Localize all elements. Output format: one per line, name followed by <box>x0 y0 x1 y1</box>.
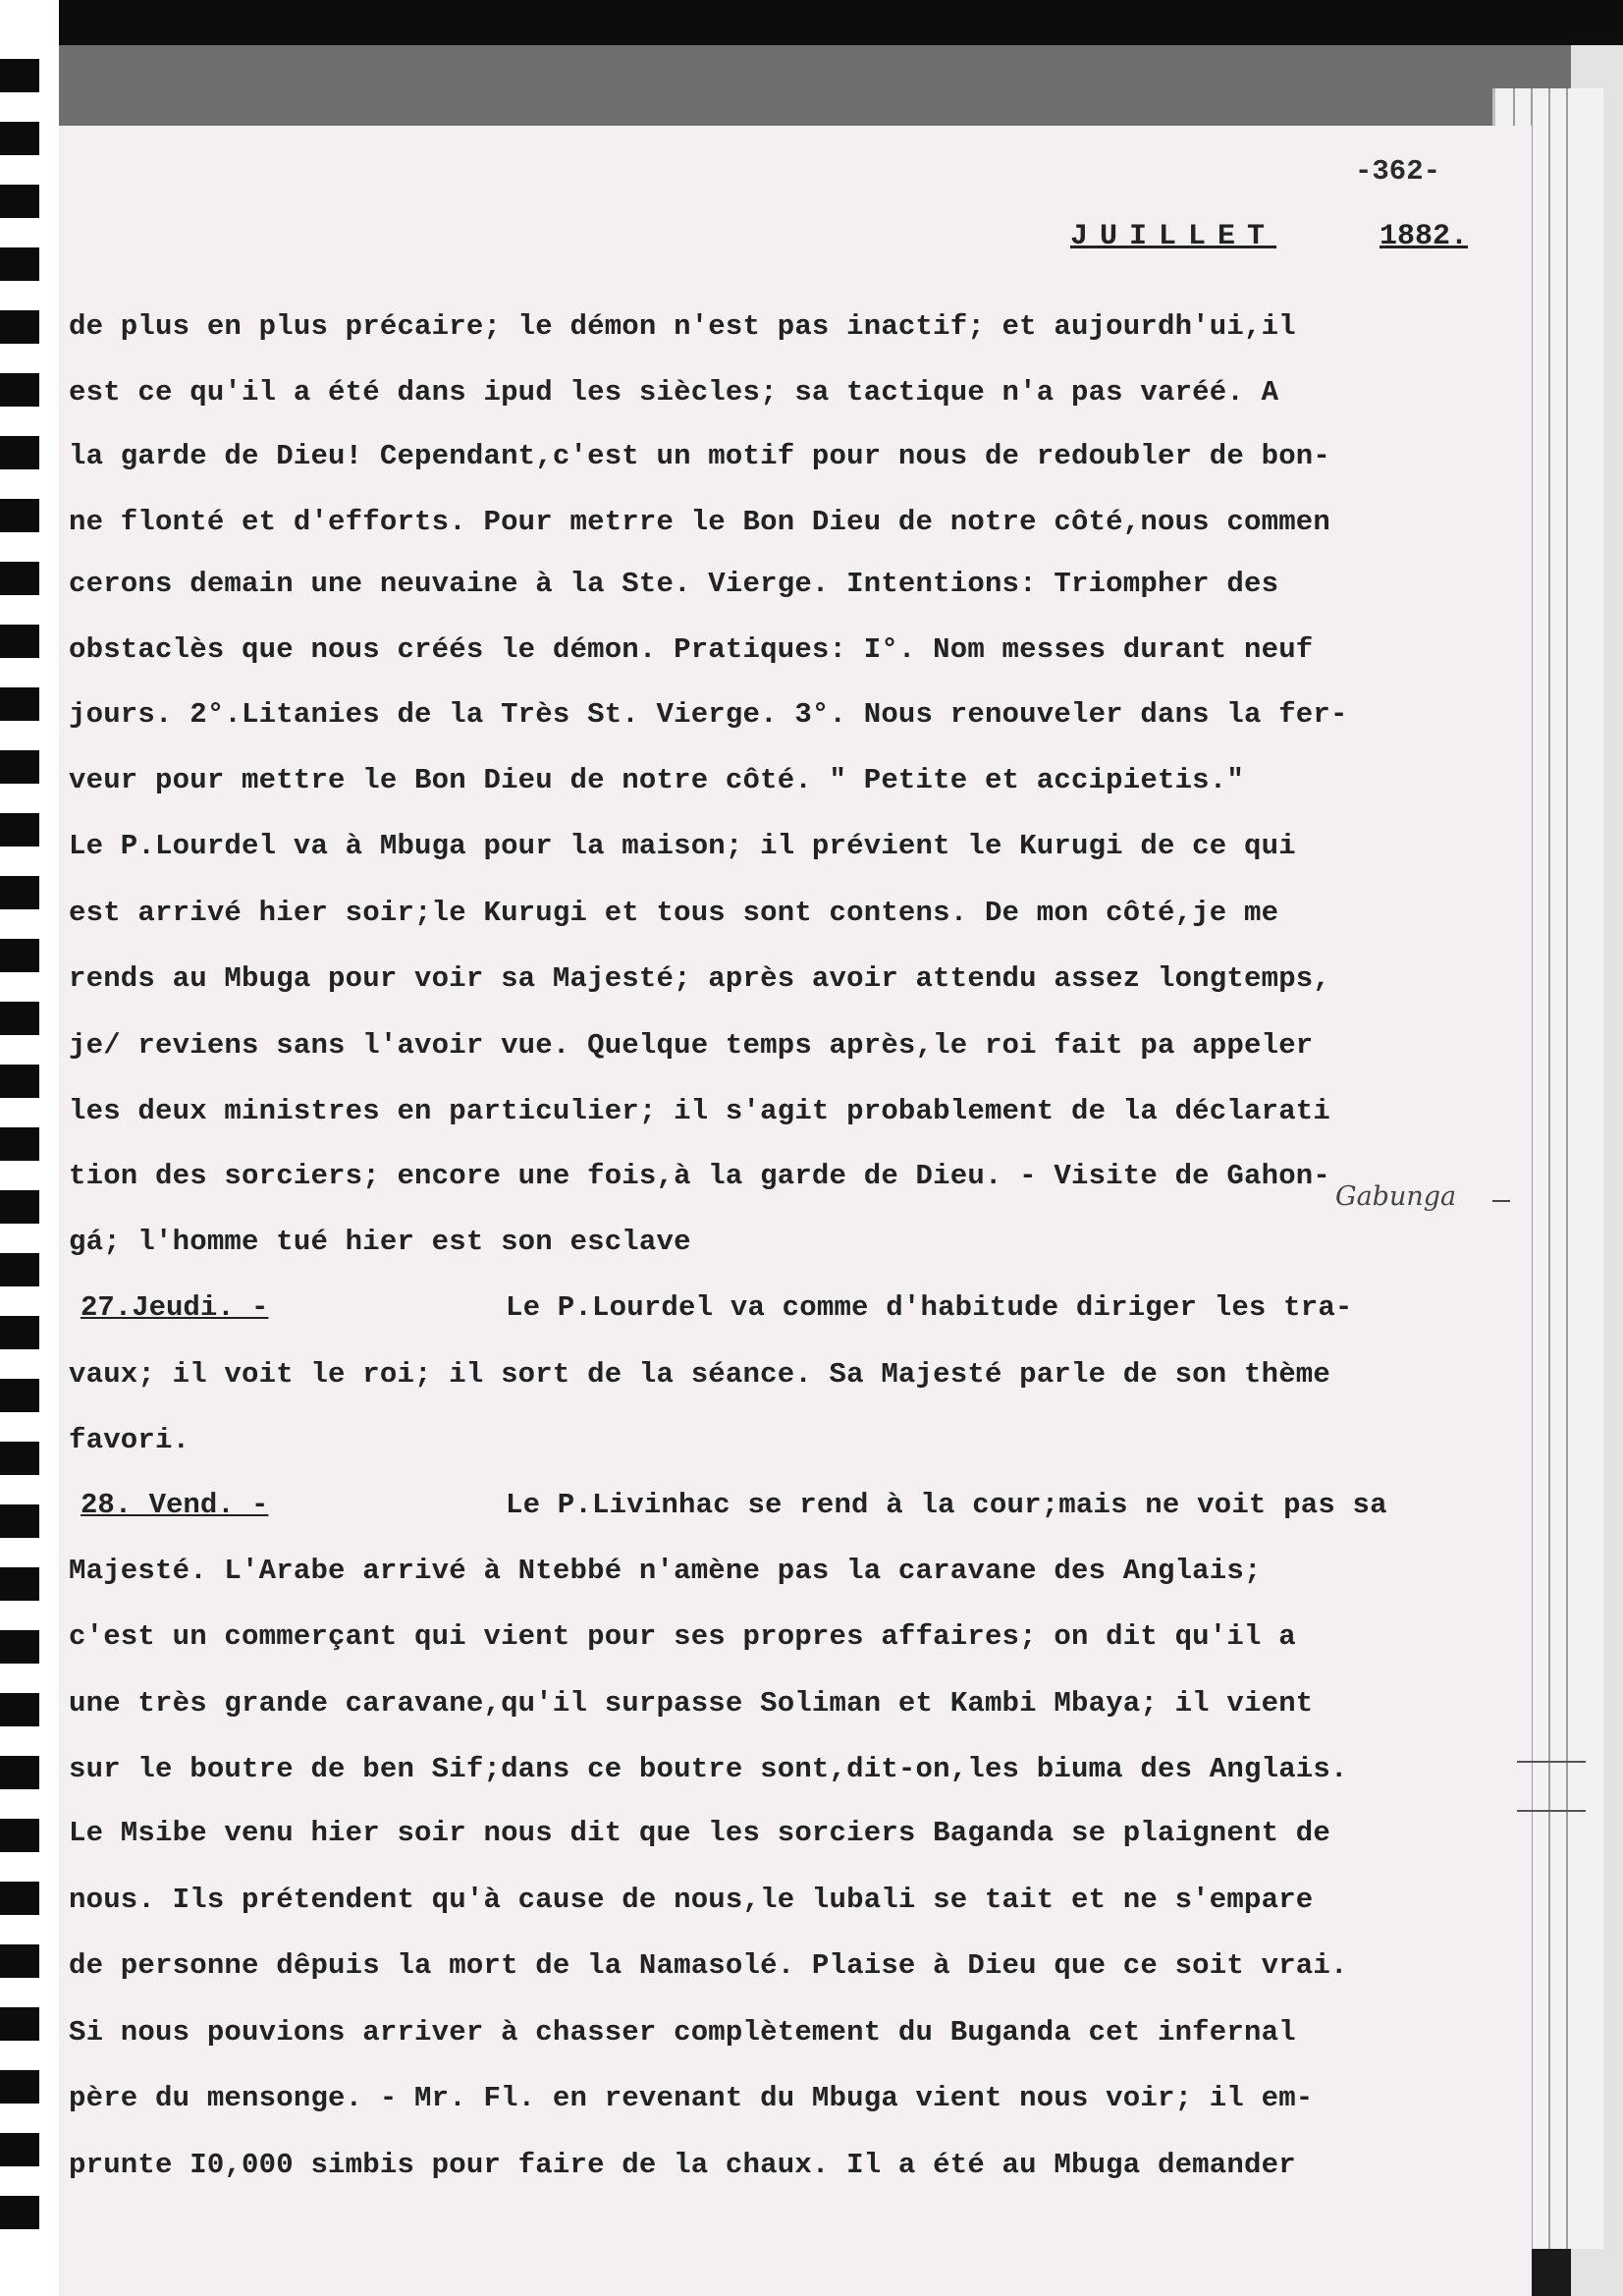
margin-note-dash <box>1492 1200 1510 1202</box>
text-line: obstaclès que nous créés le démon. Pratiques: I°. Nom messes durant neuf <box>69 633 1314 666</box>
text-line: c'est un commerçant qui vient pour ses propres affaires; on dit qu'il a <box>69 1620 1296 1653</box>
text-line: Majesté. L'Arabe arrivé à Ntebbé n'amène pas la caravane des Anglais; <box>69 1555 1262 1587</box>
text-line: Le Msibe venu hier soir nous dit que les sorciers Baganda se plaignent de <box>69 1817 1331 1849</box>
handwritten-margin-note: Gabunga <box>1335 1181 1457 1212</box>
text-line: gá; l'homme tué hier est son esclave <box>69 1226 691 1258</box>
text-line: Le P.Lourdel va à Mbuga pour la maison; il prévient le Kurugi de ce qui <box>69 830 1296 862</box>
typewritten-page <box>39 126 1532 2296</box>
text-line: de personne dêpuis la mort de la Namasolé. Plaise à Dieu que ce soit vrai. <box>69 1949 1348 1982</box>
text-line: vaux; il voit le roi; il sort de la séance. Sa Majesté parle de son thème <box>69 1358 1331 1391</box>
text-line: Le P.Livinhac se rend à la cour;mais ne voit pas sa <box>506 1489 1387 1521</box>
text-line: je/ reviens sans l'avoir vue. Quelque temps après,le roi fait pa appeler <box>69 1029 1314 1062</box>
text-line: nous. Ils prétendent qu'à cause de nous,le lubali se tait et ne s'empare <box>69 1884 1314 1916</box>
margin-bracket-line <box>1517 1761 1586 1763</box>
text-line: veur pour mettre le Bon Dieu de notre côté. " Petite et accipietis." <box>69 764 1244 796</box>
text-line: ne flonté et d'efforts. Pour metrre le Bon Dieu de notre côté,nous commen <box>69 506 1331 538</box>
text-line: Le P.Lourdel va comme d'habitude diriger les tra- <box>506 1291 1353 1324</box>
text-line: Si nous pouvions arriver à chasser complètement du Buganda cet infernal <box>69 2016 1296 2049</box>
text-line: prunte I0,000 simbis pour faire de la chaux. Il a été au Mbuga demander <box>69 2149 1296 2181</box>
margin-bracket-line <box>1517 1810 1586 1812</box>
text-line: cerons demain une neuvaine à la Ste. Vierge. Intentions: Triompher des <box>69 568 1279 600</box>
text-line: père du mensonge. - Mr. Fl. en revenant du Mbuga vient nous voir; il em- <box>69 2082 1314 2114</box>
text-line: tion des sorciers; encore une fois,à la garde de Dieu. - Visite de Gahon- <box>69 1160 1331 1192</box>
text-line: une très grande caravane,qu'il surpasse Soliman et Kambi Mbaya; il vient <box>69 1687 1314 1720</box>
text-line: de plus en plus précaire; le démon n'est pas inactif; et aujourdh'ui,il <box>69 310 1296 343</box>
entry-date-28: 28. Vend. - <box>81 1489 269 1521</box>
text-line: favori. <box>69 1424 190 1456</box>
header-year: 1882. <box>1380 220 1469 253</box>
entry-date-27: 27.Jeudi. - <box>81 1291 269 1324</box>
header-month: JUILLET <box>1070 220 1277 253</box>
page-number: -362- <box>1355 155 1441 188</box>
text-line: jours. 2°.Litanies de la Très St. Vierge. 3°. Nous renouveler dans la fer- <box>69 698 1348 731</box>
scan-top-border <box>0 0 1623 45</box>
text-line: la garde de Dieu! Cependant,c'est un motif pour nous de redoubler de bon- <box>69 440 1331 472</box>
text-line: est arrivé hier soir;le Kurugi et tous sont contens. De mon côté,je me <box>69 897 1279 929</box>
text-line: rends au Mbuga pour voir sa Majesté; après avoir attendu assez longtemps, <box>69 962 1331 995</box>
text-line: est ce qu'il a été dans ipud les siècles; sa tactique n'a pas varéé. A <box>69 376 1279 409</box>
spiral-binding <box>0 0 59 2296</box>
text-line: sur le boutre de ben Sif;dans ce boutre sont,dit-on,les biuma des Anglais. <box>69 1753 1348 1785</box>
text-line: les deux ministres en particulier; il s'agit probablement de la déclarati <box>69 1095 1331 1127</box>
